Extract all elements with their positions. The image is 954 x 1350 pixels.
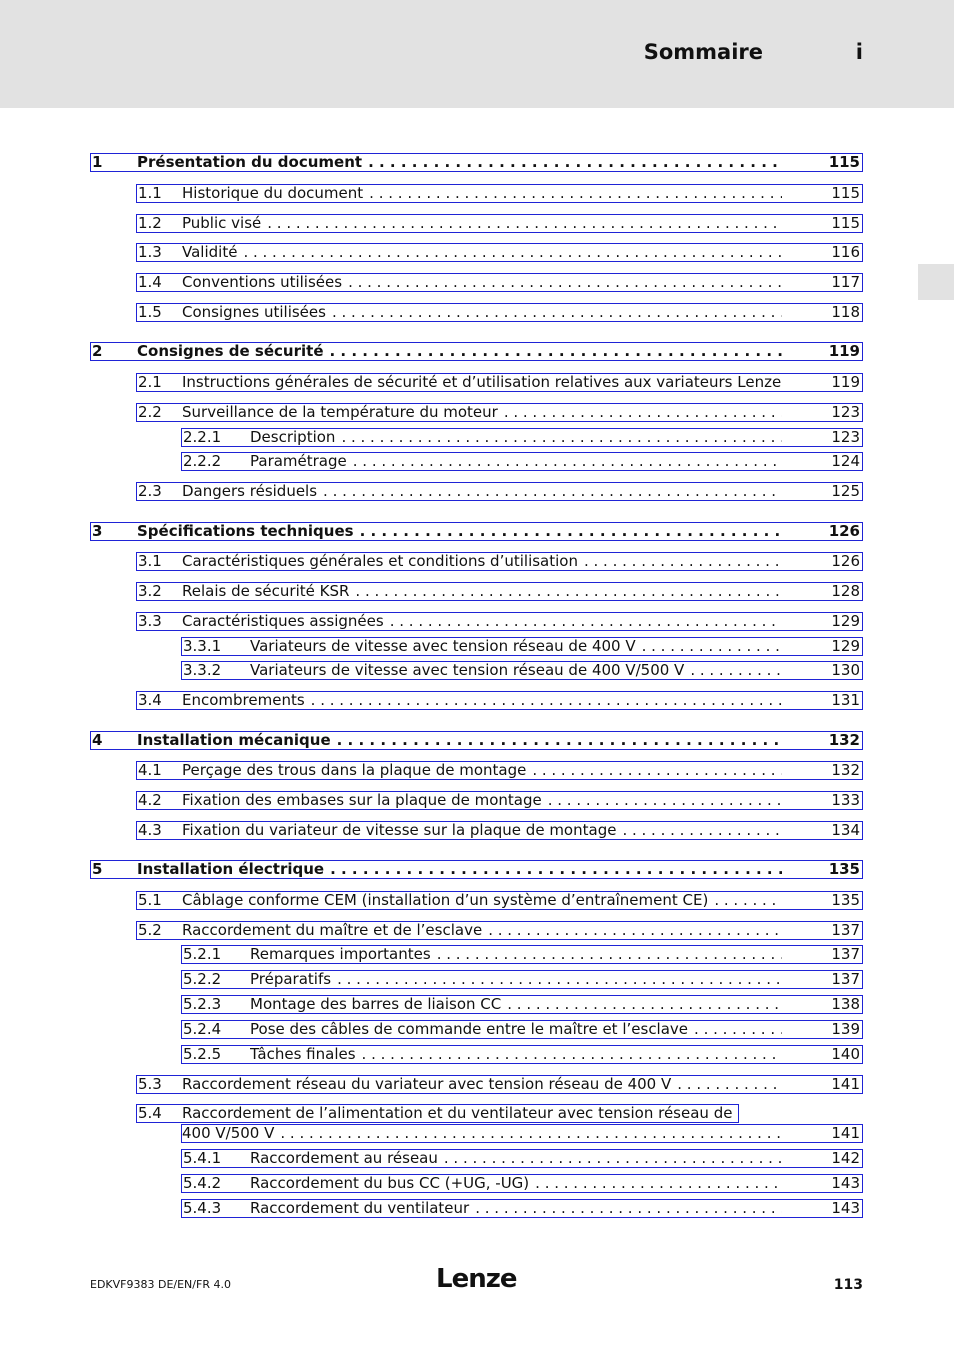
toc-leader-dots xyxy=(330,861,782,878)
toc-leader-dots xyxy=(355,583,782,600)
toc-number: 5.2.2 xyxy=(183,970,222,988)
toc-entry-3-2[interactable] xyxy=(136,582,863,601)
toc-page: 138 xyxy=(831,995,860,1013)
toc-entry-5-4-3[interactable] xyxy=(181,1199,863,1218)
toc-title: Tâches finales xyxy=(250,1046,356,1063)
toc-title: Consignes de sécurité xyxy=(137,343,324,360)
toc-title: Relais de sécurité KSR xyxy=(182,583,350,600)
toc-number: 3 xyxy=(92,522,103,540)
toc-title: Conventions utilisées xyxy=(182,274,343,291)
toc-number: 2.2.2 xyxy=(183,452,222,470)
toc-leader-dots xyxy=(475,1200,782,1217)
toc-page: 128 xyxy=(831,582,860,600)
toc-number: 3.4 xyxy=(138,691,162,709)
toc-leader-dots xyxy=(504,404,782,421)
toc-leader-dots xyxy=(362,1046,782,1063)
toc-page: 137 xyxy=(831,970,860,988)
toc-title: Câblage conforme CEM (installation d’un système d’entraînement CE) xyxy=(182,892,709,909)
toc-number: 5.4.1 xyxy=(183,1149,222,1167)
toc-entry-1-1[interactable] xyxy=(136,184,863,203)
toc-leader-dots xyxy=(677,1076,782,1093)
lenze-logo: Lenze xyxy=(436,1264,517,1294)
toc-leader-dots xyxy=(714,892,782,909)
toc-number: 4.2 xyxy=(138,791,162,809)
chapter-label: i xyxy=(855,40,863,64)
toc-title: Raccordement du bus CC (+UG, -UG) xyxy=(250,1175,530,1192)
toc-number: 3.3.1 xyxy=(183,637,222,655)
toc-title: Description xyxy=(250,429,336,446)
chapter-tab-marker xyxy=(918,264,954,300)
toc-leader-dots xyxy=(390,613,782,630)
toc-number: 5.2.5 xyxy=(183,1045,222,1063)
toc-number: 2.2.1 xyxy=(183,428,222,446)
toc-entry-2-2[interactable] xyxy=(136,403,863,422)
toc-leader-dots xyxy=(353,453,782,470)
toc-title: Perçage des trous dans la plaque de montage xyxy=(182,762,527,779)
toc-entry-5-4-continued[interactable] xyxy=(181,1124,863,1143)
toc-leader-dots xyxy=(548,792,782,809)
toc-page: 140 xyxy=(831,1045,860,1063)
toc-number: 5.4.3 xyxy=(183,1199,222,1217)
toc-entry-5-2-3[interactable] xyxy=(181,995,863,1014)
toc-number: 2 xyxy=(92,342,103,360)
toc-entry-1-4[interactable] xyxy=(136,273,863,292)
toc-page: 115 xyxy=(828,153,860,171)
page-number: 113 xyxy=(833,1277,863,1293)
toc-entry-5-4-2[interactable] xyxy=(181,1174,863,1193)
toc-title: Remarques importantes xyxy=(250,946,431,963)
toc-number: 1 xyxy=(92,153,103,171)
toc-page: 137 xyxy=(831,921,860,939)
toc-page: 142 xyxy=(831,1149,860,1167)
toc-title: Raccordement du maître et de l’esclave xyxy=(182,922,483,939)
toc-leader-dots xyxy=(488,922,782,939)
toc-entry-5-2-1[interactable] xyxy=(181,945,863,964)
toc-leader-dots xyxy=(507,996,782,1013)
toc-leader-dots xyxy=(330,343,783,360)
toc-page: 115 xyxy=(831,214,860,232)
toc-title: Raccordement réseau du variateur avec tension réseau de 400 V xyxy=(182,1076,672,1093)
toc-entry-2-2-2[interactable] xyxy=(181,452,863,471)
toc-page: 132 xyxy=(831,761,860,779)
toc-entry-5[interactable] xyxy=(90,860,863,879)
toc-page: 135 xyxy=(828,860,860,878)
toc-entry-4-1[interactable] xyxy=(136,761,863,780)
toc-number: 1.5 xyxy=(138,303,162,321)
toc-entry-2[interactable] xyxy=(90,342,863,361)
toc-page: 141 xyxy=(831,1075,860,1093)
toc-number: 2.2 xyxy=(138,403,162,421)
toc-number: 1.3 xyxy=(138,243,162,261)
toc-leader-dots xyxy=(348,274,782,291)
toc-entry-5-3[interactable] xyxy=(136,1075,863,1094)
toc-page: 118 xyxy=(831,303,860,321)
toc-title: Présentation du document xyxy=(137,154,363,171)
toc-page: 119 xyxy=(828,342,860,360)
toc-leader-dots xyxy=(584,553,782,570)
toc-title: Pose des câbles de commande entre le maître et l’esclave xyxy=(250,1021,689,1038)
toc-leader-dots xyxy=(337,971,782,988)
toc-number: 5.2.1 xyxy=(183,945,222,963)
toc-leader-dots xyxy=(337,732,782,749)
toc-title: Paramétrage xyxy=(250,453,347,470)
toc-page: 141 xyxy=(831,1124,860,1142)
toc-number: 5.2.3 xyxy=(183,995,222,1013)
toc-leader-dots xyxy=(243,244,782,261)
toc-page: 126 xyxy=(831,552,860,570)
toc-title: Variateurs de vitesse avec tension réseau de 400 V/500 V xyxy=(250,662,685,679)
toc-page: 123 xyxy=(831,428,860,446)
toc-page: 116 xyxy=(831,243,860,261)
toc-entry-3-3[interactable] xyxy=(136,612,863,631)
toc-entry-3-3-1[interactable] xyxy=(181,637,863,656)
toc-title: Variateurs de vitesse avec tension réseau de 400 V xyxy=(250,638,636,655)
toc-title: Installation électrique xyxy=(137,861,325,878)
toc-title: Instructions générales de sécurité et d’utilisation relatives aux variateurs Lenze xyxy=(182,374,782,391)
toc-page: 131 xyxy=(831,691,860,709)
toc-page: 130 xyxy=(831,661,860,679)
toc-number: 3.1 xyxy=(138,552,162,570)
toc-title: Dangers résiduels xyxy=(182,483,318,500)
toc-page: 119 xyxy=(831,373,860,391)
toc-number: 5.2.4 xyxy=(183,1020,222,1038)
toc-number: 4.3 xyxy=(138,821,162,839)
toc-title: Public visé xyxy=(182,215,262,232)
toc-leader-dots xyxy=(267,215,782,232)
toc-entry-3-3-2[interactable] xyxy=(181,661,863,680)
toc-number: 2.3 xyxy=(138,482,162,500)
toc-leader-dots xyxy=(437,946,782,963)
toc-page: 123 xyxy=(831,403,860,421)
toc-entry-1-5[interactable] xyxy=(136,303,863,322)
toc-entry-2-2-1[interactable] xyxy=(181,428,863,447)
toc-number: 1.1 xyxy=(138,184,162,202)
toc-page: 135 xyxy=(831,891,860,909)
toc-title: Fixation des embases sur la plaque de montage xyxy=(182,792,542,809)
toc-entry-4-2[interactable] xyxy=(136,791,863,810)
toc-entry-1-3[interactable] xyxy=(136,243,863,262)
toc-leader-dots xyxy=(311,692,782,709)
toc-number: 1.4 xyxy=(138,273,162,291)
toc-entry-5-2[interactable] xyxy=(136,921,863,940)
toc-number: 4 xyxy=(92,731,103,749)
toc-entry-4-3[interactable] xyxy=(136,821,863,840)
toc-leader-dots xyxy=(323,483,782,500)
toc-leader-dots xyxy=(368,154,782,171)
toc-number: 5.4 xyxy=(138,1104,162,1122)
toc-number: 5.4.2 xyxy=(183,1174,222,1192)
toc-title: Validité xyxy=(182,244,238,261)
toc-number: 2.1 xyxy=(138,373,162,391)
toc-title: Fixation du variateur de vitesse sur la plaque de montage xyxy=(182,822,617,839)
toc-number: 3.3 xyxy=(138,612,162,630)
toc-title: Raccordement du ventilateur xyxy=(250,1200,470,1217)
toc-page: 143 xyxy=(831,1199,860,1217)
toc-number: 5.3 xyxy=(138,1075,162,1093)
toc-entry-1[interactable] xyxy=(90,153,863,172)
toc-entry-2-3[interactable] xyxy=(136,482,863,501)
toc-title: Encombrements xyxy=(182,692,305,709)
toc-page: 129 xyxy=(831,612,860,630)
toc-title: Caractéristiques assignées xyxy=(182,613,384,630)
header-band xyxy=(0,0,954,108)
toc-page: 133 xyxy=(831,791,860,809)
toc-number: 5.1 xyxy=(138,891,162,909)
toc-page: 117 xyxy=(831,273,860,291)
toc-title: Caractéristiques générales et conditions d’utilisation xyxy=(182,553,578,570)
toc-entry-5-1[interactable] xyxy=(136,891,863,910)
toc-number: 1.2 xyxy=(138,214,162,232)
toc-leader-dots xyxy=(532,762,782,779)
toc-number: 3.3.2 xyxy=(183,661,222,679)
toc-leader-dots xyxy=(369,185,782,202)
toc-leader-dots xyxy=(360,523,782,540)
toc-entry-2-1[interactable] xyxy=(136,373,863,392)
toc-title: Spécifications techniques xyxy=(137,523,354,540)
toc-entry-5-2-4[interactable] xyxy=(181,1020,863,1039)
toc-page: 126 xyxy=(828,522,860,540)
toc-entry-1-2[interactable] xyxy=(136,214,863,233)
toc-title: Historique du document xyxy=(182,185,364,202)
toc-entry-5-2-2[interactable] xyxy=(181,970,863,989)
toc-entry-3-4[interactable] xyxy=(136,691,863,710)
toc-title: 400 V/500 V xyxy=(182,1125,275,1142)
toc-page: 132 xyxy=(828,731,860,749)
toc-leader-dots xyxy=(341,429,782,446)
toc-number: 3.2 xyxy=(138,582,162,600)
page-title: Sommaire xyxy=(643,40,763,64)
toc-page: 115 xyxy=(831,184,860,202)
toc-title: Raccordement de l’alimentation et du ventilateur avec tension réseau de xyxy=(182,1105,733,1122)
toc-title: Installation mécanique xyxy=(137,732,331,749)
toc-page: 137 xyxy=(831,945,860,963)
document-code: EDKVF9383 DE/EN/FR 4.0 xyxy=(90,1278,231,1291)
toc-page: 125 xyxy=(831,482,860,500)
toc-leader-dots xyxy=(694,1021,782,1038)
toc-page: 139 xyxy=(831,1020,860,1038)
toc-title: Préparatifs xyxy=(250,971,332,988)
toc-entry-5-4[interactable] xyxy=(136,1104,739,1123)
toc-entry-5-4-1[interactable] xyxy=(181,1149,863,1168)
toc-entry-4[interactable] xyxy=(90,731,863,750)
toc-title: Montage des barres de liaison CC xyxy=(250,996,502,1013)
toc-entry-5-2-5[interactable] xyxy=(181,1045,863,1064)
toc-leader-dots xyxy=(622,822,782,839)
toc-title: Raccordement au réseau xyxy=(250,1150,438,1167)
toc-page: 129 xyxy=(831,637,860,655)
toc-leader-dots xyxy=(280,1125,782,1142)
toc-leader-dots xyxy=(444,1150,782,1167)
toc-number: 5.2 xyxy=(138,921,162,939)
toc-number: 4.1 xyxy=(138,761,162,779)
toc-entry-3[interactable] xyxy=(90,522,863,541)
toc-title: Consignes utilisées xyxy=(182,304,326,321)
toc-page: 124 xyxy=(831,452,860,470)
toc-page: 134 xyxy=(831,821,860,839)
toc-leader-dots xyxy=(690,662,782,679)
toc-leader-dots xyxy=(332,304,782,321)
toc-page: 143 xyxy=(831,1174,860,1192)
toc-leader-dots xyxy=(535,1175,782,1192)
toc-number: 5 xyxy=(92,860,103,878)
toc-title: Surveillance de la température du moteur xyxy=(182,404,498,421)
toc-entry-3-1[interactable] xyxy=(136,552,863,571)
toc-leader-dots xyxy=(642,638,782,655)
